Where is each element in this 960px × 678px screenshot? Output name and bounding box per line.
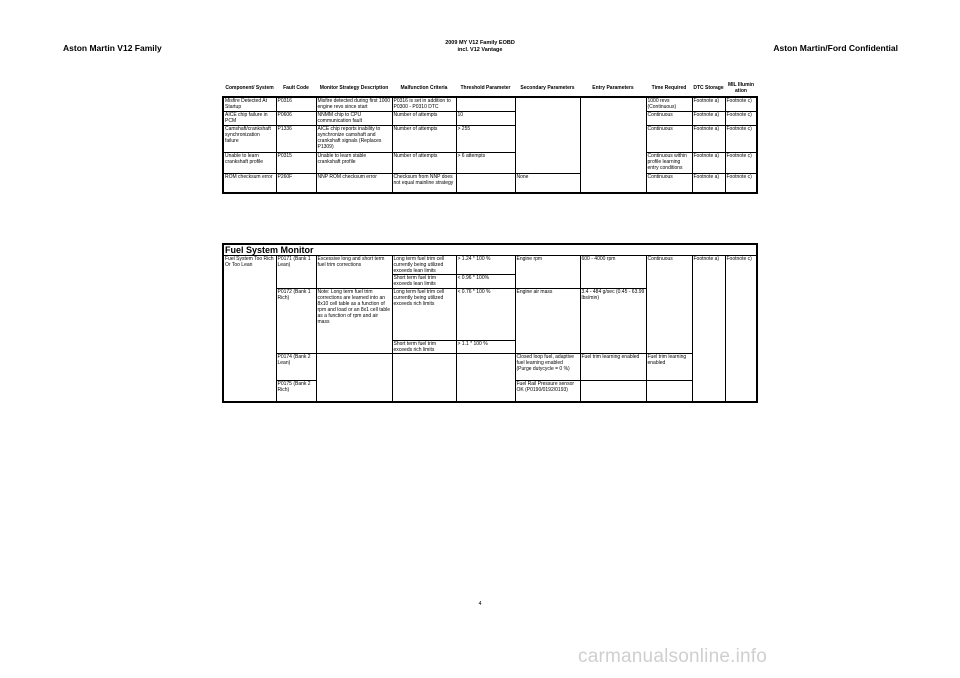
table-row: [223, 97, 757, 111]
table-cell: Footnote c): [725, 256, 757, 402]
table-cell: Fuel trim learning enabled: [580, 354, 646, 381]
table-cell: [456, 97, 515, 111]
table-cell: Note: Long term fuel trim corrections are learned into an 8x10 cell table as a function of rpm and load or an 8x1 cell table as a function of rpm and air mass: [316, 289, 392, 354]
table-cell: Excessive long and short term fuel trim corrections: [316, 256, 392, 289]
table-cell: 600 - 4000 rpm: [580, 256, 646, 289]
table-cell: Footnote c): [725, 152, 757, 173]
table-cell: Footnote c): [725, 125, 757, 152]
fuel-system-table: [222, 243, 758, 403]
table-cell: Number of attempts: [392, 125, 456, 152]
table-cell: [456, 354, 515, 402]
header-center-line2: incl. V12 Vantage: [457, 47, 503, 53]
table-cell: Checksum from NNP does not equal mainline strategy: [392, 173, 456, 193]
table-cell: P260F: [276, 173, 316, 193]
table-cell: None: [515, 173, 580, 193]
table-row: [223, 354, 757, 381]
table-cell: Engine rpm: [515, 256, 580, 289]
table-cell: P0174 (Bank 2 Lean): [276, 354, 316, 381]
table-cell: P0172 (Bank 1 Rich): [276, 289, 316, 354]
table-cell: ROM checksum error: [223, 173, 276, 193]
table-cell: AICE chip failure in PCM: [223, 111, 276, 125]
table-cell: P0171 (Bank 1 Lean): [276, 256, 316, 289]
col-header: Malfunction Criteria: [400, 85, 448, 91]
table-cell: > 6 attempts: [456, 152, 515, 173]
table-cell: Long term fuel trim cell currently being utilized exceeds lean limits: [392, 256, 456, 275]
table-cell: 3.4 - 484 g/sec (0.45 - 63.99 lbs/min): [580, 289, 646, 354]
col-header: Monitor Strategy Description: [319, 85, 389, 91]
table-cell: Footnote a): [692, 111, 725, 125]
table-row: [223, 256, 757, 275]
table-cell: Long term fuel trim cell currently being utilized exceeds rich limits: [392, 289, 456, 341]
table-cell: Continuous: [646, 125, 692, 152]
table-cell: Number of attempts: [392, 152, 456, 173]
table-cell: [456, 173, 515, 193]
table-cell: [515, 97, 580, 173]
table-cell: Short term fuel trim exceeds lean limits: [392, 275, 456, 289]
table-cell: [316, 354, 392, 402]
table-cell: < 0.96 * 100%: [456, 275, 515, 289]
table-cell: < 0.76 * 100 %: [456, 289, 515, 341]
table-cell: P0175 (Bank 2 Rich): [276, 381, 316, 402]
table-cell: > 1.24 * 100 %: [456, 256, 515, 275]
table-cell: Fuel trim learning enabled: [646, 354, 692, 381]
table-cell: 10: [456, 111, 515, 125]
table-cell: [392, 354, 456, 402]
watermark: carmanualsonline.info: [578, 646, 768, 667]
table-cell: NNMM chip to CPU communication fault: [316, 111, 392, 125]
col-header: DTC Storage: [693, 85, 724, 91]
table-row: [223, 111, 757, 125]
col-header: Time Required: [651, 85, 687, 91]
table-row: [223, 152, 757, 173]
table-cell: Fuel Rail Pressure sensor OK (P0190/0192/0193): [515, 381, 580, 402]
table-cell: Footnote c): [725, 173, 757, 193]
table-cell: Number of attempts: [392, 111, 456, 125]
page-number: 4: [478, 601, 482, 607]
table-cell: Camshaft/crankshaft synchronization failure: [223, 125, 276, 152]
table-cell: [580, 381, 646, 402]
table-cell: P0316: [276, 97, 316, 111]
table-cell: Continuous: [646, 111, 692, 125]
table-cell: Continuous: [646, 173, 692, 193]
table-cell: > 1.1 * 100 %: [456, 341, 515, 354]
table-cell: [580, 97, 646, 193]
section-title: Fuel System Monitor: [223, 244, 757, 256]
col-header: MIL Illumin ation: [727, 82, 755, 94]
table-cell: Footnote a): [692, 173, 725, 193]
table-cell: P1336: [276, 125, 316, 152]
table-cell: [646, 381, 692, 402]
table-cell: AICE chip reports inability to synchronize camshaft and crankshaft signals (Replaces P1309): [316, 125, 392, 152]
table-cell: P0315: [276, 152, 316, 173]
table-cell: P0606: [276, 111, 316, 125]
table-cell: P0316 is set in addition to P0300 - P0310 DTC: [392, 97, 456, 111]
table-cell: Engine air mass: [515, 289, 580, 354]
table-cell: Footnote c): [725, 111, 757, 125]
col-header: Secondary Parameters: [520, 85, 575, 91]
table-cell: Footnote a): [692, 152, 725, 173]
table-cell: Footnote a): [692, 97, 725, 111]
section-title-row: [223, 244, 757, 256]
table-cell: Continuous within profile learning entry conditions: [646, 152, 692, 173]
col-header: Entry Parameters: [592, 85, 634, 91]
table-cell: Footnote c): [725, 97, 757, 111]
table-cell: Footnote a): [692, 256, 725, 402]
col-header: Component/ System: [225, 85, 274, 91]
misfire-table: [222, 80, 758, 194]
table-cell: Fuel System Too Rich Or Too Lean: [223, 256, 276, 402]
col-header: Fault Code: [283, 85, 309, 91]
table-header-row: [223, 80, 757, 97]
table-cell: Short term fuel trim exceeds rich limits: [392, 341, 456, 354]
table-row: [223, 125, 757, 152]
table-cell: Closed loop fuel, adaptive fuel learning enabled (Purge dutycycle = 0 %): [515, 354, 580, 381]
col-header: Threshold Parameter: [460, 85, 511, 91]
table-cell: Unable to learn crankshaft profile: [223, 152, 276, 173]
table-cell: Misfire Detected At Startup: [223, 97, 276, 111]
table-cell: Misfire detected during first 1000 engine revs since start: [317, 98, 391, 110]
table-cell: 1000 revs (Continuous): [646, 97, 692, 111]
table-row: [223, 173, 757, 193]
header-left-title: Aston Martin V12 Family: [63, 43, 162, 53]
table-cell: Footnote a): [692, 125, 725, 152]
table-cell: Continuous: [646, 256, 692, 354]
header-center-line1: 2009 MY V12 Family EOBD: [445, 40, 515, 46]
header-right-title: Aston Martin/Ford Confidential: [773, 43, 898, 53]
table-cell: NNP ROM checksum error: [316, 173, 392, 193]
table-cell: > 255: [456, 125, 515, 152]
table-cell: Unable to learn stable crankshaft profile: [316, 152, 392, 173]
